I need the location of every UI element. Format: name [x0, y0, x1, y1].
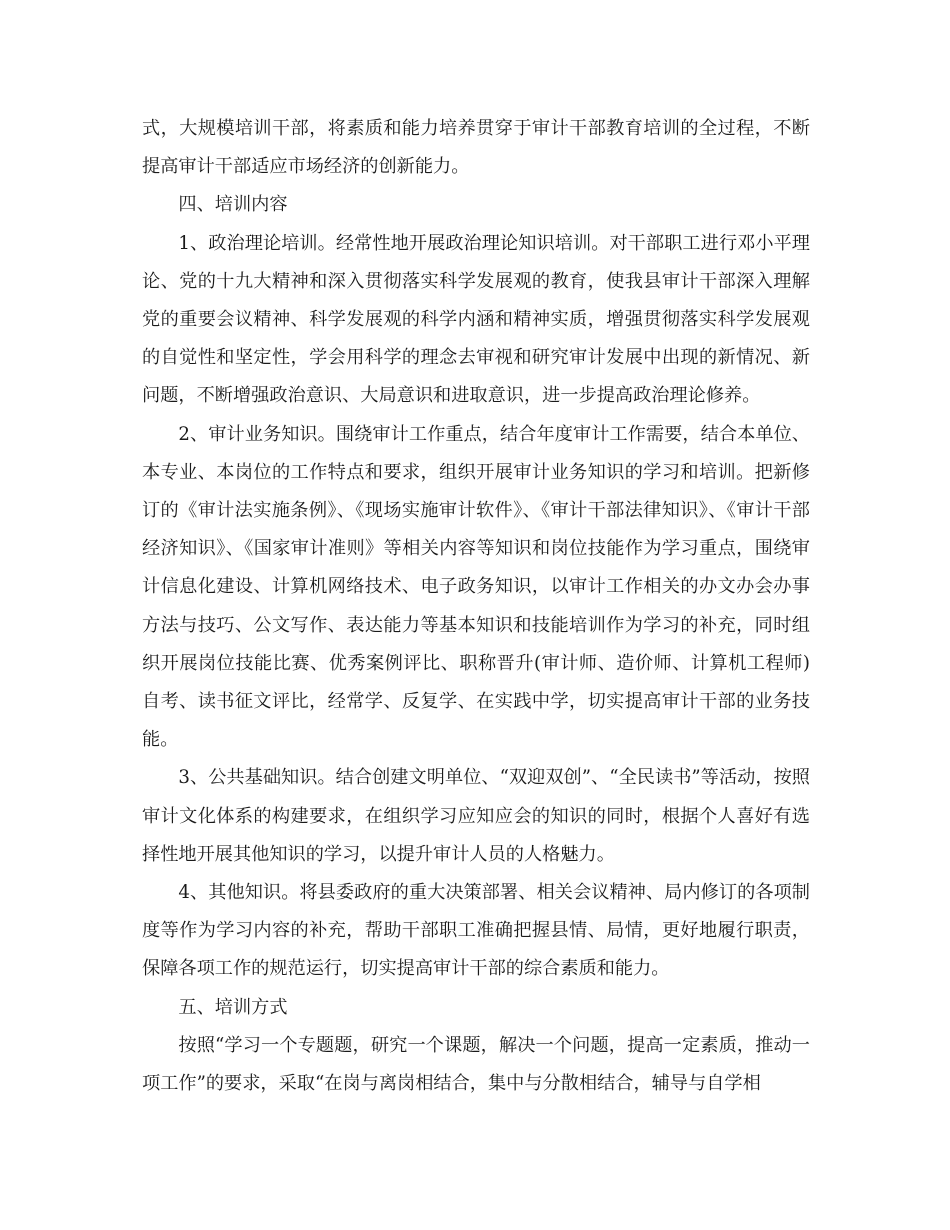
document-body — [142, 110, 810, 1103]
paragraph-audit-knowledge: 2、审计业务知识。围绕审计工作重点，结合年度审计工作需要，结合本单位、本专业、本岗位的工作特点和要求，组织开展审计业务知识的学习和培训。把新修订的《审计法实施条例》、《现场实施审计软件》、《审计干部法律知识》、《审计干部经济知识》、《国家审计准则》等相关内容等知识和岗位技能作为学习重点，围绕审计信息化建设、计算机网络技术、电子政务知识，以审计工作相关的办文办会办事方法与技巧、公文写作、表达能力等基本知识和技能培训作为学习的补充，同时组织开展岗位技能比赛、优秀案例评比、职称晋升(审计师、造价师、计算机工程师)自考、读书征文评比，经常学、反复学、在实践中学，切实提高审计干部的业务技能。 — [142, 423, 810, 751]
paragraph-other-knowledge: 4、其他知识。将县委政府的重大决策部署、相关会议精神、局内修订的各项制度等作为学习内容的补充，帮助干部职工准确把握县情、局情，更好地履行职责，保障各项工作的规范运行，切实提高审计干部的综合素质和能力。 — [142, 882, 810, 980]
section-heading-training-method: 五、培训方式 — [178, 996, 288, 1018]
paragraph-public-knowledge: 3、公共基础知识。结合创建文明单位、“双迎双创”、“全民读书”等活动，按照审计文化体系的构建要求，在组织学习应知应会的知识的同时，根据个人喜好有选择性地开展其他知识的学习，以提升审计人员的人格魅力。 — [142, 767, 810, 865]
paragraph-political-theory: 1、政治理论培训。经常性地开展政治理论知识培训。对干部职工进行邓小平理论、党的十九大精神和深入贯彻落实科学发展观的教育，使我县审计干部深入理解党的重要会议精神、科学发展观的科学内涵和精神实质，增强贯彻落实科学发展观的自觉性和坚定性，学会用科学的理念去审视和研究审计发展中出现的新情况、新问题，不断增强政治意识、大局意识和进取意识，进一步提高政治理论修养。 — [142, 232, 810, 407]
paragraph-training-method: 按照“学习一个专题题，研究一个课题，解决一个问题，提高一定素质，推动一项工作”的要求，采取“在岗与离岗相结合，集中与分散相结合，辅导与自学相 — [142, 1034, 810, 1095]
section-heading-training-content: 四、培训内容 — [178, 194, 288, 216]
paragraph-continuation: 式，大规模培训干部，将素质和能力培养贯穿于审计干部教育培训的全过程，不断提高审计干部适应市场经济的创新能力。 — [142, 118, 810, 178]
